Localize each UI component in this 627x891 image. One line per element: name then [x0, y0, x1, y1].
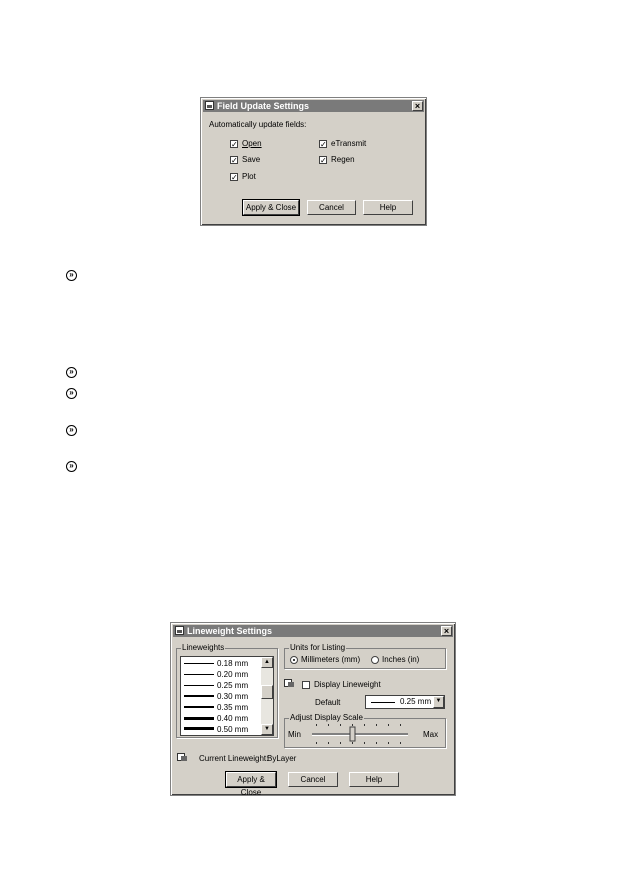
open-checkbox[interactable]: ✓ — [231, 140, 238, 149]
default-label: Default — [315, 698, 341, 707]
lineweights-group — [176, 643, 278, 738]
line-sample — [184, 674, 214, 675]
units-group-title: Units for Listing — [290, 643, 346, 652]
dropdown-line-sample — [371, 702, 395, 703]
help-button[interactable]: Help — [349, 772, 399, 787]
dialog-titlebar — [173, 625, 453, 637]
help-button[interactable]: Help — [363, 200, 413, 215]
list-scrollbar[interactable] — [261, 657, 273, 735]
slider-track-highlight — [312, 735, 408, 736]
display-scale-group — [284, 713, 446, 748]
cancel-button[interactable]: Cancel — [288, 772, 338, 787]
etransmit-label: eTransmit — [331, 139, 367, 148]
list-item-label: 0.35 mm — [217, 703, 249, 712]
units-group — [284, 643, 446, 669]
lineweight-settings-dialog — [170, 622, 456, 796]
bullet-icon: » — [66, 270, 77, 281]
list-item[interactable] — [184, 713, 260, 724]
chevron-down-icon[interactable]: ▼ — [433, 696, 444, 708]
display-lineweight-checkbox[interactable] — [302, 681, 310, 689]
scroll-down-icon[interactable]: ▼ — [261, 724, 273, 735]
plot-checkbox[interactable]: ✓ — [231, 173, 238, 182]
list-item-label: 0.40 mm — [217, 714, 249, 723]
list-item-label: 0.25 mm — [217, 681, 249, 690]
min-label: Min — [288, 730, 301, 739]
line-sample — [184, 663, 214, 664]
apply-close-button[interactable]: Apply & Close — [243, 200, 299, 215]
regen-label: Regen — [331, 155, 355, 164]
list-item[interactable] — [184, 702, 260, 713]
plot-label: Plot — [242, 172, 256, 181]
list-item-label: 0.20 mm — [217, 670, 249, 679]
dialog-titlebar — [203, 100, 424, 112]
dialog-title: Lineweight Settings — [187, 626, 273, 636]
etransmit-checkbox[interactable]: ✓ — [320, 140, 327, 149]
current-lineweight-value: ByLayer — [267, 754, 297, 763]
close-icon[interactable]: × — [412, 101, 423, 111]
regen-checkbox[interactable]: ✓ — [320, 156, 327, 165]
scroll-thumb[interactable] — [261, 685, 273, 699]
app-icon — [205, 101, 214, 110]
list-item-label: 0.30 mm — [217, 692, 249, 701]
list-item[interactable] — [184, 691, 260, 702]
slider-thumb[interactable] — [350, 727, 355, 741]
open-label: Open — [242, 139, 262, 148]
display-scale-title: Adjust Display Scale — [290, 713, 363, 722]
apply-close-button[interactable]: Apply & Close — [226, 772, 276, 787]
millimeters-label: Millimeters (mm) — [301, 655, 361, 664]
lineweight-icon — [284, 679, 294, 688]
slider-ticks-top — [316, 724, 401, 726]
list-item-label: 0.50 mm — [217, 725, 249, 734]
field-update-settings-dialog — [200, 97, 427, 226]
save-checkbox[interactable]: ✓ — [231, 156, 238, 165]
line-sample — [184, 706, 214, 708]
list-item-label: 0.18 mm — [217, 659, 249, 668]
bullet-icon: » — [66, 388, 77, 399]
bullet-icon: » — [66, 425, 77, 436]
current-lineweight-label: Current Lineweight: — [199, 754, 269, 763]
default-lineweight-dropdown[interactable] — [365, 695, 445, 709]
app-icon — [175, 626, 184, 635]
scroll-up-icon[interactable]: ▲ — [261, 657, 273, 668]
display-lineweight-label: Display Lineweight — [314, 680, 381, 689]
bullet-icon: » — [66, 461, 77, 472]
list-item[interactable] — [184, 669, 260, 680]
display-scale-slider[interactable] — [308, 721, 412, 747]
dialog-title: Field Update Settings — [217, 101, 310, 111]
lineweights-list[interactable] — [180, 656, 274, 736]
line-sample — [184, 727, 214, 730]
close-icon[interactable]: × — [441, 626, 452, 636]
line-sample — [184, 685, 214, 686]
list-item[interactable] — [184, 724, 260, 735]
cancel-button[interactable]: Cancel — [307, 200, 356, 215]
lineweights-group-title: Lineweights — [182, 643, 225, 652]
bullet-icon: » — [66, 367, 77, 378]
max-label: Max — [423, 730, 439, 739]
inches-label: Inches (in) — [382, 655, 420, 664]
line-sample — [184, 695, 214, 697]
save-label: Save — [242, 155, 261, 164]
current-lineweight-icon — [177, 753, 187, 762]
default-lineweight-value: 0.25 mm — [400, 697, 432, 706]
list-item[interactable] — [184, 680, 260, 691]
list-item[interactable] — [184, 658, 260, 669]
line-sample — [184, 717, 214, 720]
inches-radio[interactable] — [371, 656, 379, 664]
millimeters-radio[interactable] — [290, 656, 298, 664]
slider-track — [312, 733, 408, 735]
slider-ticks-bottom — [316, 742, 401, 744]
auto-update-prompt: Automatically update fields: — [209, 120, 307, 129]
